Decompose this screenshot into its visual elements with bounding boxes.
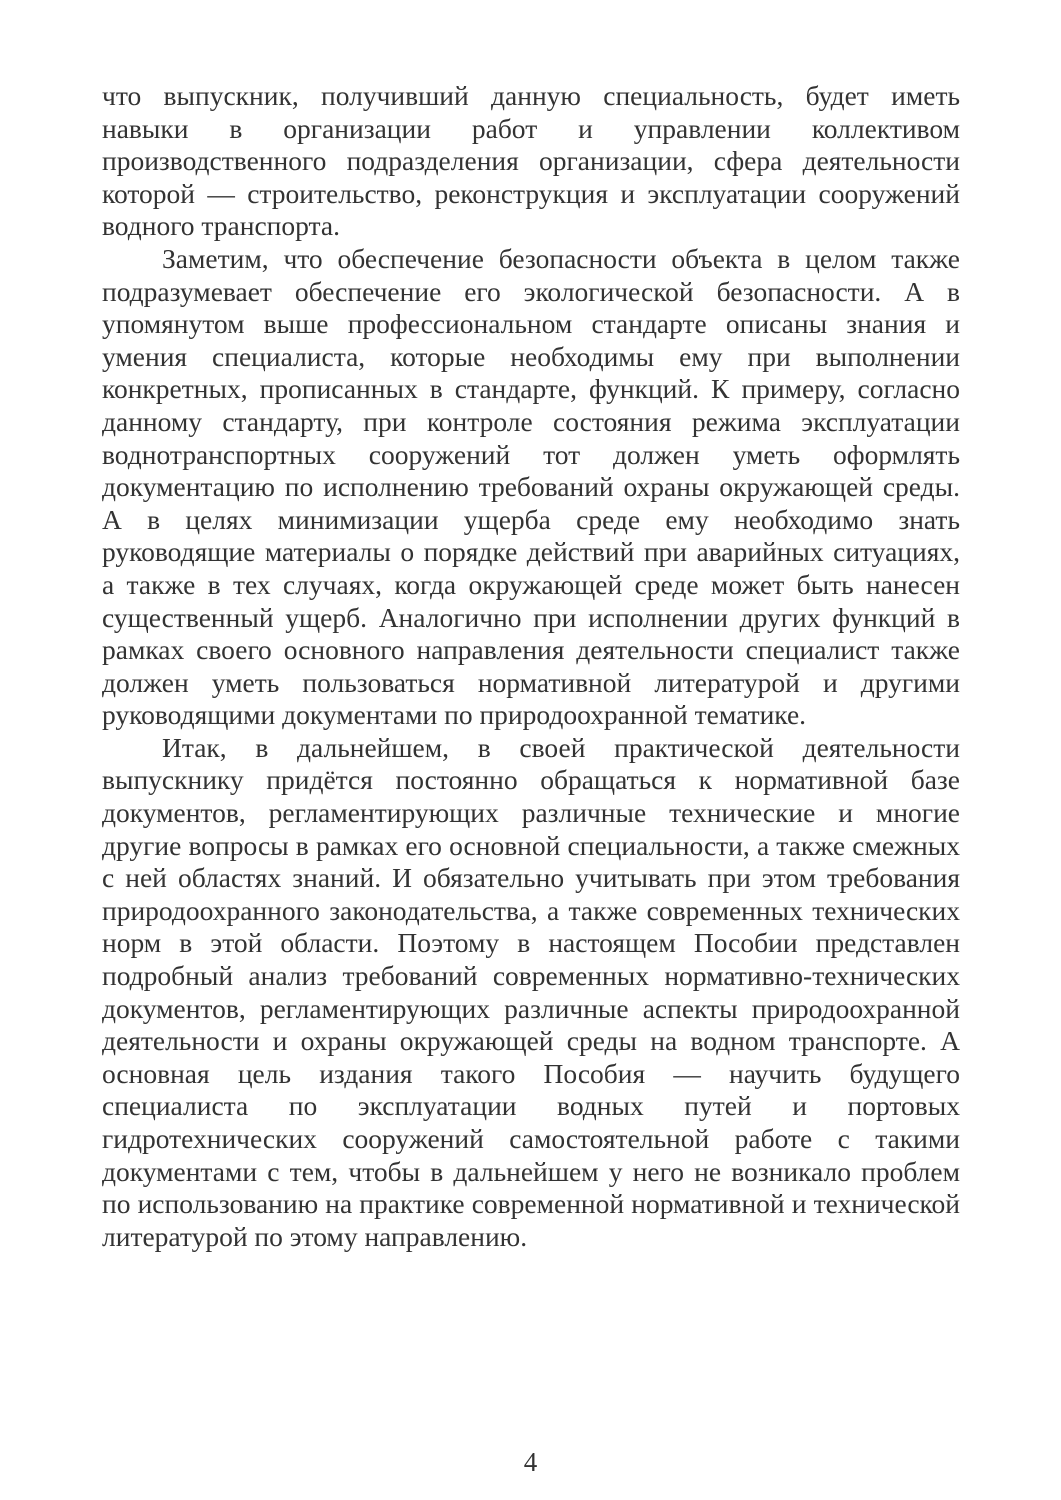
paragraph-2: Заметим, что обеспечение безопасности объекта в целом также подразумевает обеспечение его экологической безопасности. А в упомянутом выше профессиональном стандарте описаны знания и умения специалиста, которые необходимы ему при выполнении конкретных, прописанных в стандарте, функций. К примеру, согласно данному стандарту, при контроле состояния режима эксплуатации воднотранспортных сооружений тот должен уметь оформлять документацию по исполнению требований охраны окружающей среды. А в целях минимизации ущерба среде ему необходимо знать руководящие материалы о порядке действий при аварийных ситуациях, а также в тех случаях, когда окружающей среде может быть нанесен существенный ущерб. Аналогично при исполнении других функций в рамках своего основного направления деятельности специалист также должен уметь пользоваться нормативной литературой и другими руководящими документами по природоохранной тематике. bbox=[102, 242, 960, 731]
paragraph-3: Итак, в дальнейшем, в своей практической деятельности выпускнику придётся постоянно обращаться к нормативной базе документов, регламентирующих различные технические и многие другие вопросы в рамках его основной специальности, а также смежных с ней областях знаний. И обязательно учитывать при этом требования природоохранного законодательства, а также современных технических норм в этой области. Поэтому в настоящем Пособии представлен подробный анализ требований современных нормативно-технических документов, регламентирующих различные аспекты природоохранной деятельности и охраны окружающей среды на водном транспорте. А основная цель издания такого Пособия — научить будущего специалиста по эксплуатации водных путей и портовых гидротехнических сооружений самостоятельной работе с такими документами с тем, чтобы в дальнейшем у него не возникало проблем по использованию на практике современной нормативной и технической литературой по этому направлению. bbox=[102, 731, 960, 1252]
page-number: 4 bbox=[523, 1447, 538, 1477]
body-text bbox=[102, 80, 960, 1253]
paragraph-1: что выпускник, получивший данную специальность, будет иметь навыки в организации работ и управлении коллективом производственного подразделения организации, сфера деятельности которой — строительство, реконструкция и эксплуатации сооружений водного транспорта. bbox=[102, 80, 960, 242]
